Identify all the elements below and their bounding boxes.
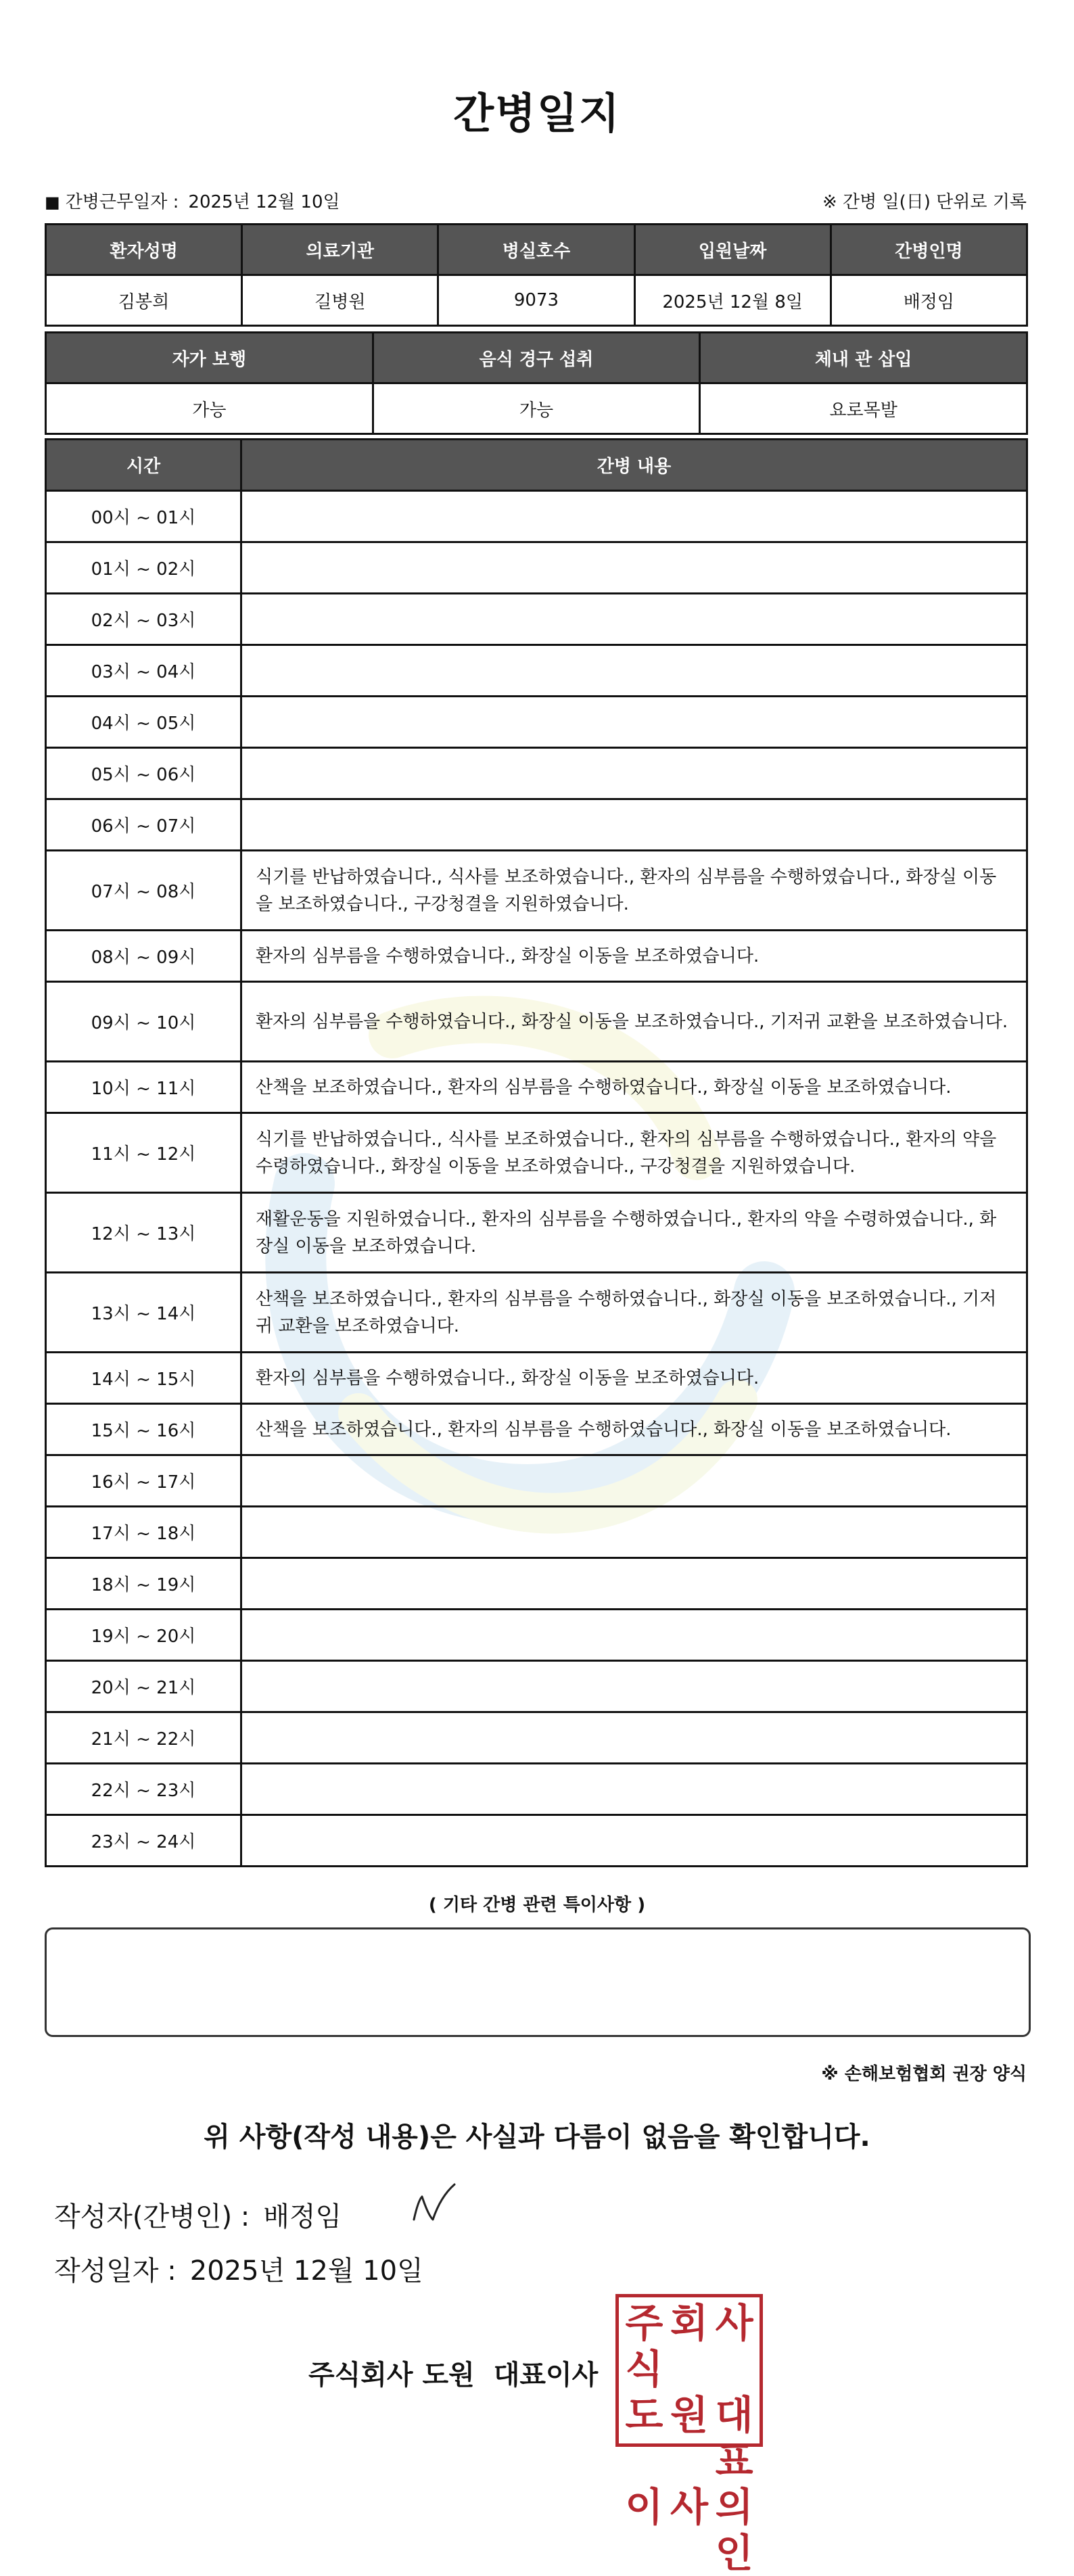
- care-content: [241, 1712, 1027, 1764]
- table-row: [46, 1815, 1027, 1867]
- time-slot: 16시 ~ 17시: [46, 1455, 241, 1507]
- header-oral-intake: 음식 경구 섭취: [373, 333, 700, 383]
- caregiver-name: 배정임: [831, 275, 1027, 326]
- patient-info-table: [45, 223, 1028, 327]
- table-row: [46, 982, 1027, 1062]
- seal-char: 회: [670, 2300, 708, 2346]
- table-row: [46, 1113, 1027, 1193]
- table-row: [46, 799, 1027, 851]
- table-row: [46, 851, 1027, 931]
- care-content: [241, 1507, 1027, 1558]
- patient-info-value-row: [46, 275, 1027, 326]
- writer-line: [54, 2195, 342, 2234]
- table-row: [46, 1062, 1027, 1113]
- table-row: [46, 645, 1027, 697]
- table-row: [46, 931, 1027, 982]
- company-seal-icon: [615, 2294, 763, 2576]
- care-content: [241, 1661, 1027, 1712]
- patient-info-header-row: [46, 225, 1027, 275]
- company-role: 대표이사: [493, 2360, 599, 2391]
- seal-char: 사: [715, 2300, 753, 2346]
- care-content: [241, 1815, 1027, 1867]
- care-content: 식기를 반납하였습니다., 식사를 보조하였습니다., 환자의 심부름을 수행하였습니다., 환자의 약을 수령하였습니다., 화장실 이동을 보조하였습니다., 구강청결을 지원하였습니다.: [241, 1113, 1027, 1193]
- table-row: [46, 542, 1027, 594]
- care-content: 산책을 보조하였습니다., 환자의 심부름을 수행하였습니다., 화장실 이동을 보조하였습니다.: [241, 1062, 1027, 1113]
- table-row: [46, 1712, 1027, 1764]
- header-care-content: 간병 내용: [241, 440, 1027, 491]
- work-date: [45, 188, 340, 213]
- time-slot: 20시 ~ 21시: [46, 1661, 241, 1712]
- patient-status-header-row: [46, 333, 1027, 383]
- time-slot: 19시 ~ 20시: [46, 1610, 241, 1661]
- time-slot: 18시 ~ 19시: [46, 1558, 241, 1610]
- time-slot: 14시 ~ 15시: [46, 1353, 241, 1404]
- square-bullet-icon: ■: [45, 193, 60, 212]
- care-content: [241, 645, 1027, 697]
- table-row: [46, 1353, 1027, 1404]
- table-row: [46, 1764, 1027, 1815]
- seal-char: 이: [625, 2484, 663, 2530]
- care-content: 산책을 보조하였습니다., 환자의 심부름을 수행하였습니다., 화장실 이동을 보조하였습니다., 기저귀 교환을 보조하였습니다.: [241, 1273, 1027, 1353]
- time-slot: 13시 ~ 14시: [46, 1273, 241, 1353]
- admission-date: 2025년 12월 8일: [634, 275, 831, 326]
- seal-char: 원: [670, 2392, 708, 2438]
- time-slot: 23시 ~ 24시: [46, 1815, 241, 1867]
- time-slot: 17시 ~ 18시: [46, 1507, 241, 1558]
- table-row: [46, 1558, 1027, 1610]
- patient-name: 김봉희: [46, 275, 242, 326]
- work-date-label: 간병근무일자 :: [65, 192, 179, 212]
- table-row: [46, 594, 1027, 645]
- seal-char: 도: [625, 2392, 663, 2438]
- hospital: 길병원: [242, 275, 438, 326]
- care-log-header-row: [46, 440, 1027, 491]
- care-content: [241, 491, 1027, 542]
- care-log-table: [45, 438, 1028, 1867]
- patient-status-table: [45, 331, 1028, 435]
- care-content: 식기를 반납하였습니다., 식사를 보조하였습니다., 환자의 심부름을 수행하였습니다., 화장실 이동을 보조하였습니다., 구강청결을 지원하였습니다.: [241, 851, 1027, 931]
- care-content: 환자의 심부름을 수행하였습니다., 화장실 이동을 보조하였습니다.: [241, 1353, 1027, 1404]
- writer-label: 작성자(간병인) :: [54, 2201, 250, 2232]
- header-room-number: 병실호수: [438, 225, 634, 275]
- time-slot: 02시 ~ 03시: [46, 594, 241, 645]
- special-notes-box: [45, 1927, 1031, 2037]
- time-slot: 10시 ~ 11시: [46, 1062, 241, 1113]
- table-row: [46, 697, 1027, 748]
- care-content: [241, 1610, 1027, 1661]
- time-slot: 06시 ~ 07시: [46, 799, 241, 851]
- care-content: [241, 799, 1027, 851]
- care-content: 환자의 심부름을 수행하였습니다., 화장실 이동을 보조하였습니다.: [241, 931, 1027, 982]
- work-date-value: 2025년 12월 10일: [188, 192, 340, 212]
- time-slot: 12시 ~ 13시: [46, 1193, 241, 1273]
- daily-record-note: ※ 간병 일(日) 단위로 기록: [822, 192, 1027, 212]
- seal-char: 주식: [625, 2300, 663, 2392]
- table-row: [46, 1507, 1027, 1558]
- header-admission-date: 입원날짜: [634, 225, 831, 275]
- time-slot: 03시 ~ 04시: [46, 645, 241, 697]
- header-hospital: 의료기관: [242, 225, 438, 275]
- document-title: 간병일지: [453, 89, 621, 138]
- tube-insertion: 요로목발: [700, 383, 1027, 434]
- written-date-value: 2025년 12월 10일: [189, 2255, 423, 2287]
- care-content: [241, 1455, 1027, 1507]
- time-slot: 04시 ~ 05시: [46, 697, 241, 748]
- company-line: [308, 2353, 598, 2392]
- time-slot: 00시 ~ 01시: [46, 491, 241, 542]
- care-content: [241, 748, 1027, 799]
- room-number: 9073: [438, 275, 634, 326]
- header-self-walking: 자가 보행: [46, 333, 373, 383]
- written-date-label: 작성일자 :: [54, 2255, 177, 2287]
- seal-char: 의인: [715, 2484, 753, 2576]
- header-patient-name: 환자성명: [46, 225, 242, 275]
- writer-name: 배정임: [263, 2201, 342, 2232]
- time-slot: 11시 ~ 12시: [46, 1113, 241, 1193]
- table-row: [46, 1455, 1027, 1507]
- time-slot: 08시 ~ 09시: [46, 931, 241, 982]
- table-row: [46, 1610, 1027, 1661]
- time-slot: 15시 ~ 16시: [46, 1404, 241, 1455]
- confirmation-statement: 위 사항(작성 내용)은 사실과 다름이 없음을 확인합니다.: [204, 2122, 870, 2153]
- care-content: [241, 697, 1027, 748]
- time-slot: 21시 ~ 22시: [46, 1712, 241, 1764]
- time-slot: 09시 ~ 10시: [46, 982, 241, 1062]
- care-content: 산책을 보조하였습니다., 환자의 심부름을 수행하였습니다., 화장실 이동을 보조하였습니다.: [241, 1404, 1027, 1455]
- care-content: 재활운동을 지원하였습니다., 환자의 심부름을 수행하였습니다., 환자의 약을 수령하였습니다., 화장실 이동을 보조하였습니다.: [241, 1193, 1027, 1273]
- seal-char: 사: [670, 2484, 708, 2530]
- time-slot: 01시 ~ 02시: [46, 542, 241, 594]
- time-slot: 07시 ~ 08시: [46, 851, 241, 931]
- table-row: [46, 1273, 1027, 1353]
- seal-char: 대표: [715, 2392, 753, 2484]
- header-time: 시간: [46, 440, 241, 491]
- recommended-form-note: ※ 손해보험협회 권장 양식: [821, 2064, 1027, 2084]
- self-walking: 가능: [46, 383, 373, 434]
- header-caregiver-name: 간병인명: [831, 225, 1027, 275]
- patient-status-value-row: [46, 383, 1027, 434]
- table-row: [46, 491, 1027, 542]
- header-tube-insertion: 체내 관 삽입: [700, 333, 1027, 383]
- time-slot: 22시 ~ 23시: [46, 1764, 241, 1815]
- company-name: 주식회사 도원: [308, 2360, 475, 2391]
- care-content: [241, 1764, 1027, 1815]
- care-content: 환자의 심부름을 수행하였습니다., 화장실 이동을 보조하였습니다., 기저귀 교환을 보조하였습니다.: [241, 982, 1027, 1062]
- oral-intake: 가능: [373, 383, 700, 434]
- signature-icon: [410, 2180, 464, 2228]
- written-date-line: [54, 2249, 423, 2288]
- care-content: [241, 542, 1027, 594]
- care-content: [241, 1558, 1027, 1610]
- table-row: [46, 1661, 1027, 1712]
- table-row: [46, 1193, 1027, 1273]
- table-row: [46, 1404, 1027, 1455]
- table-row: [46, 748, 1027, 799]
- care-content: [241, 594, 1027, 645]
- special-notes-title: ( 기타 간병 관련 특이사항 ): [428, 1895, 646, 1915]
- time-slot: 05시 ~ 06시: [46, 748, 241, 799]
